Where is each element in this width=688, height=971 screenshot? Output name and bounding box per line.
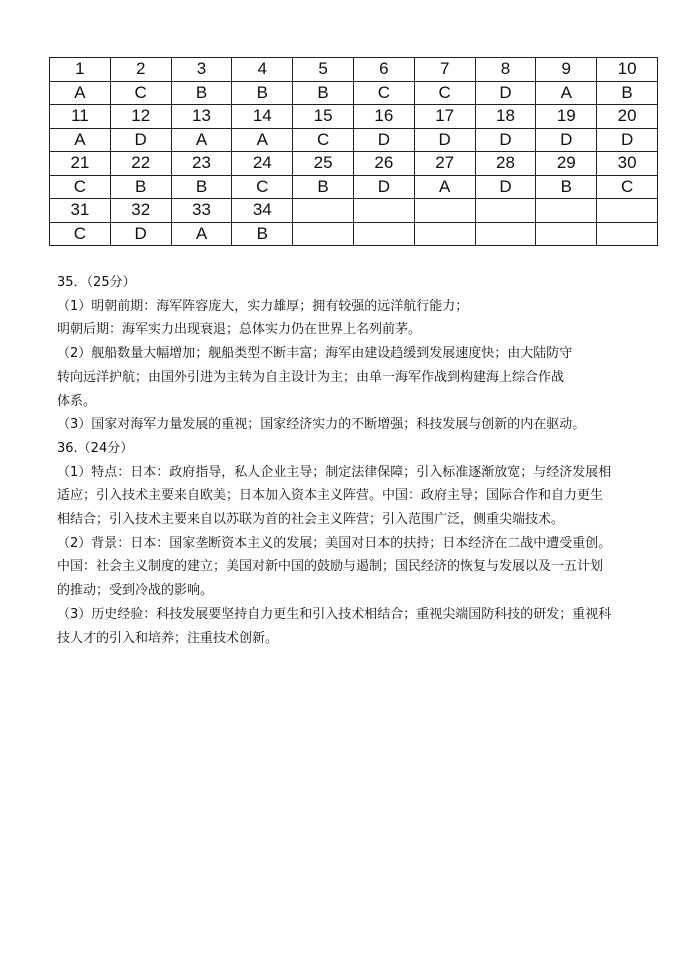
answer-cell: A [414,175,475,199]
answer-text-line: 的推动；受到冷战的影响。 [57,583,214,599]
answer-text-line: （2）背景：日本：国家垄断资本主义的发展；美国对日本的扶持；日本经济在二战中遭受重创。 [57,535,612,551]
answer-cell: B [536,175,597,199]
question-number-cell: 13 [171,105,232,129]
answer-cell: A [232,128,293,152]
question-number-cell: 21 [50,152,111,176]
question-number-cell: 28 [475,152,536,176]
answer-cell: C [50,175,111,199]
answer-cell: D [475,175,536,199]
answer-text-line: 技人才的引入和培养；注重技术创新。 [57,630,279,646]
answer-text-line: 相结合；引入技术主要来自以苏联为首的社会主义阵营；引入范围广泛，侧重尖端技术。 [57,512,565,528]
answer-cell: C [232,175,293,199]
question-number-cell: 5 [293,58,354,82]
question-number-cell: 30 [597,152,658,176]
answer-cell: D [597,128,658,152]
question-number-cell: 27 [414,152,475,176]
question-number-cell: 10 [597,58,658,82]
answer-cell [293,222,354,246]
question-number-cell [597,199,658,223]
answer-row [50,128,658,152]
answer-cell [597,222,658,246]
answer-cell: D [475,81,536,105]
answer-cell: A [50,128,111,152]
question-number-cell: 25 [293,152,354,176]
question-number-cell: 11 [50,105,111,129]
question-number-cell: 19 [536,105,597,129]
question-number-cell: 14 [232,105,293,129]
answer-cell: B [232,222,293,246]
question-number-cell: 18 [475,105,536,129]
question-number-cell: 6 [353,58,414,82]
question-number-cell [475,199,536,223]
answer-text-line: 中国：社会主义制度的建立；美国对新中国的鼓励与遏制；国民经济的恢复与发展以及一五计划 [57,559,604,575]
answer-cell [414,222,475,246]
answer-explanations [57,271,657,650]
answer-cell: A [171,128,232,152]
question-number-row [50,152,658,176]
question-number-cell: 32 [110,199,171,223]
question-number-cell: 8 [475,58,536,82]
answer-key-table [49,57,658,246]
answer-cell: B [293,175,354,199]
answer-cell [536,222,597,246]
answer-cell: D [110,222,171,246]
question-number-cell [353,199,414,223]
question-number-cell: 9 [536,58,597,82]
question-number-cell [414,199,475,223]
answer-cell: D [414,128,475,152]
question-number-cell: 34 [232,199,293,223]
answer-text-line: 适应；引入技术主要来自欧美；日本加入资本主义阵营。中国：政府主导；国际合作和自力更生 [57,488,604,504]
question-number-cell: 15 [293,105,354,129]
question-number-cell: 12 [110,105,171,129]
answer-cell: C [353,81,414,105]
question-number-cell [536,199,597,223]
question-number-cell: 26 [353,152,414,176]
question-number-row [50,199,658,223]
question-number-cell: 29 [536,152,597,176]
answer-text-line: （1）明朝前期：海军阵容庞大，实力雄厚；拥有较强的远洋航行能力； [57,298,469,314]
answer-cell: B [293,81,354,105]
question-number-cell: 31 [50,199,111,223]
question-number-cell: 1 [50,58,111,82]
answer-cell: B [232,81,293,105]
answer-table-body [50,58,658,246]
answer-text-line: （2）舰船数量大幅增加；舰船类型不断丰富；海军由建设趋缓到发展速度快；由大陆防守 [57,346,573,362]
question-number-cell: 7 [414,58,475,82]
question-number-cell: 24 [232,152,293,176]
answer-row [50,222,658,246]
answer-cell: C [110,81,171,105]
answer-cell: C [414,81,475,105]
question-number-row [50,105,658,129]
question-number-cell [293,199,354,223]
answer-cell: A [50,81,111,105]
question-number-cell: 16 [353,105,414,129]
answer-cell: B [171,81,232,105]
answer-cell: A [536,81,597,105]
answer-text-line: 体系。 [57,393,97,409]
question-number-cell: 17 [414,105,475,129]
answer-cell: B [597,81,658,105]
answer-cell: D [353,175,414,199]
answer-cell: B [171,175,232,199]
answer-cell: D [110,128,171,152]
question-number-cell: 2 [110,58,171,82]
answer-text-line: 36.（24分） [57,440,134,456]
answer-row [50,175,658,199]
answer-cell [353,222,414,246]
answer-text-line: （3）国家对海军力量发展的重视；国家经济实力的不断增强；科技发展与创新的内在驱动。 [57,417,586,433]
answer-cell: C [293,128,354,152]
question-number-cell: 4 [232,58,293,82]
answer-cell: D [536,128,597,152]
answer-cell: C [50,222,111,246]
question-number-cell: 3 [171,58,232,82]
question-number-cell: 33 [171,199,232,223]
answer-text-line: 35．（25分） [57,275,136,290]
answer-cell: D [353,128,414,152]
answer-cell: A [171,222,232,246]
answer-text-line: （3）历史经验：科技发展要坚持自力更生和引入技术相结合；重视尖端国防科技的研发；重视科 [57,606,612,622]
answer-cell: C [597,175,658,199]
question-number-cell: 20 [597,105,658,129]
answer-row [50,81,658,105]
answer-text-line: （1）特点：日本：政府指导，私人企业主导；制定法律保障；引入标准逐渐放宽；与经济发展相 [57,464,612,480]
question-number-row [50,58,658,82]
question-number-cell: 23 [171,152,232,176]
answer-cell [475,222,536,246]
answer-cell: D [475,128,536,152]
question-number-cell: 22 [110,152,171,176]
answer-text-line: 明朝后期：海军实力出现衰退；总体实力仍在世界上名列前茅。 [57,322,422,338]
answer-text-line: 转向远洋护航；由国外引进为主转为自主设计为主；由单一海军作战到构建海上综合作战 [57,369,565,385]
answer-cell: B [110,175,171,199]
